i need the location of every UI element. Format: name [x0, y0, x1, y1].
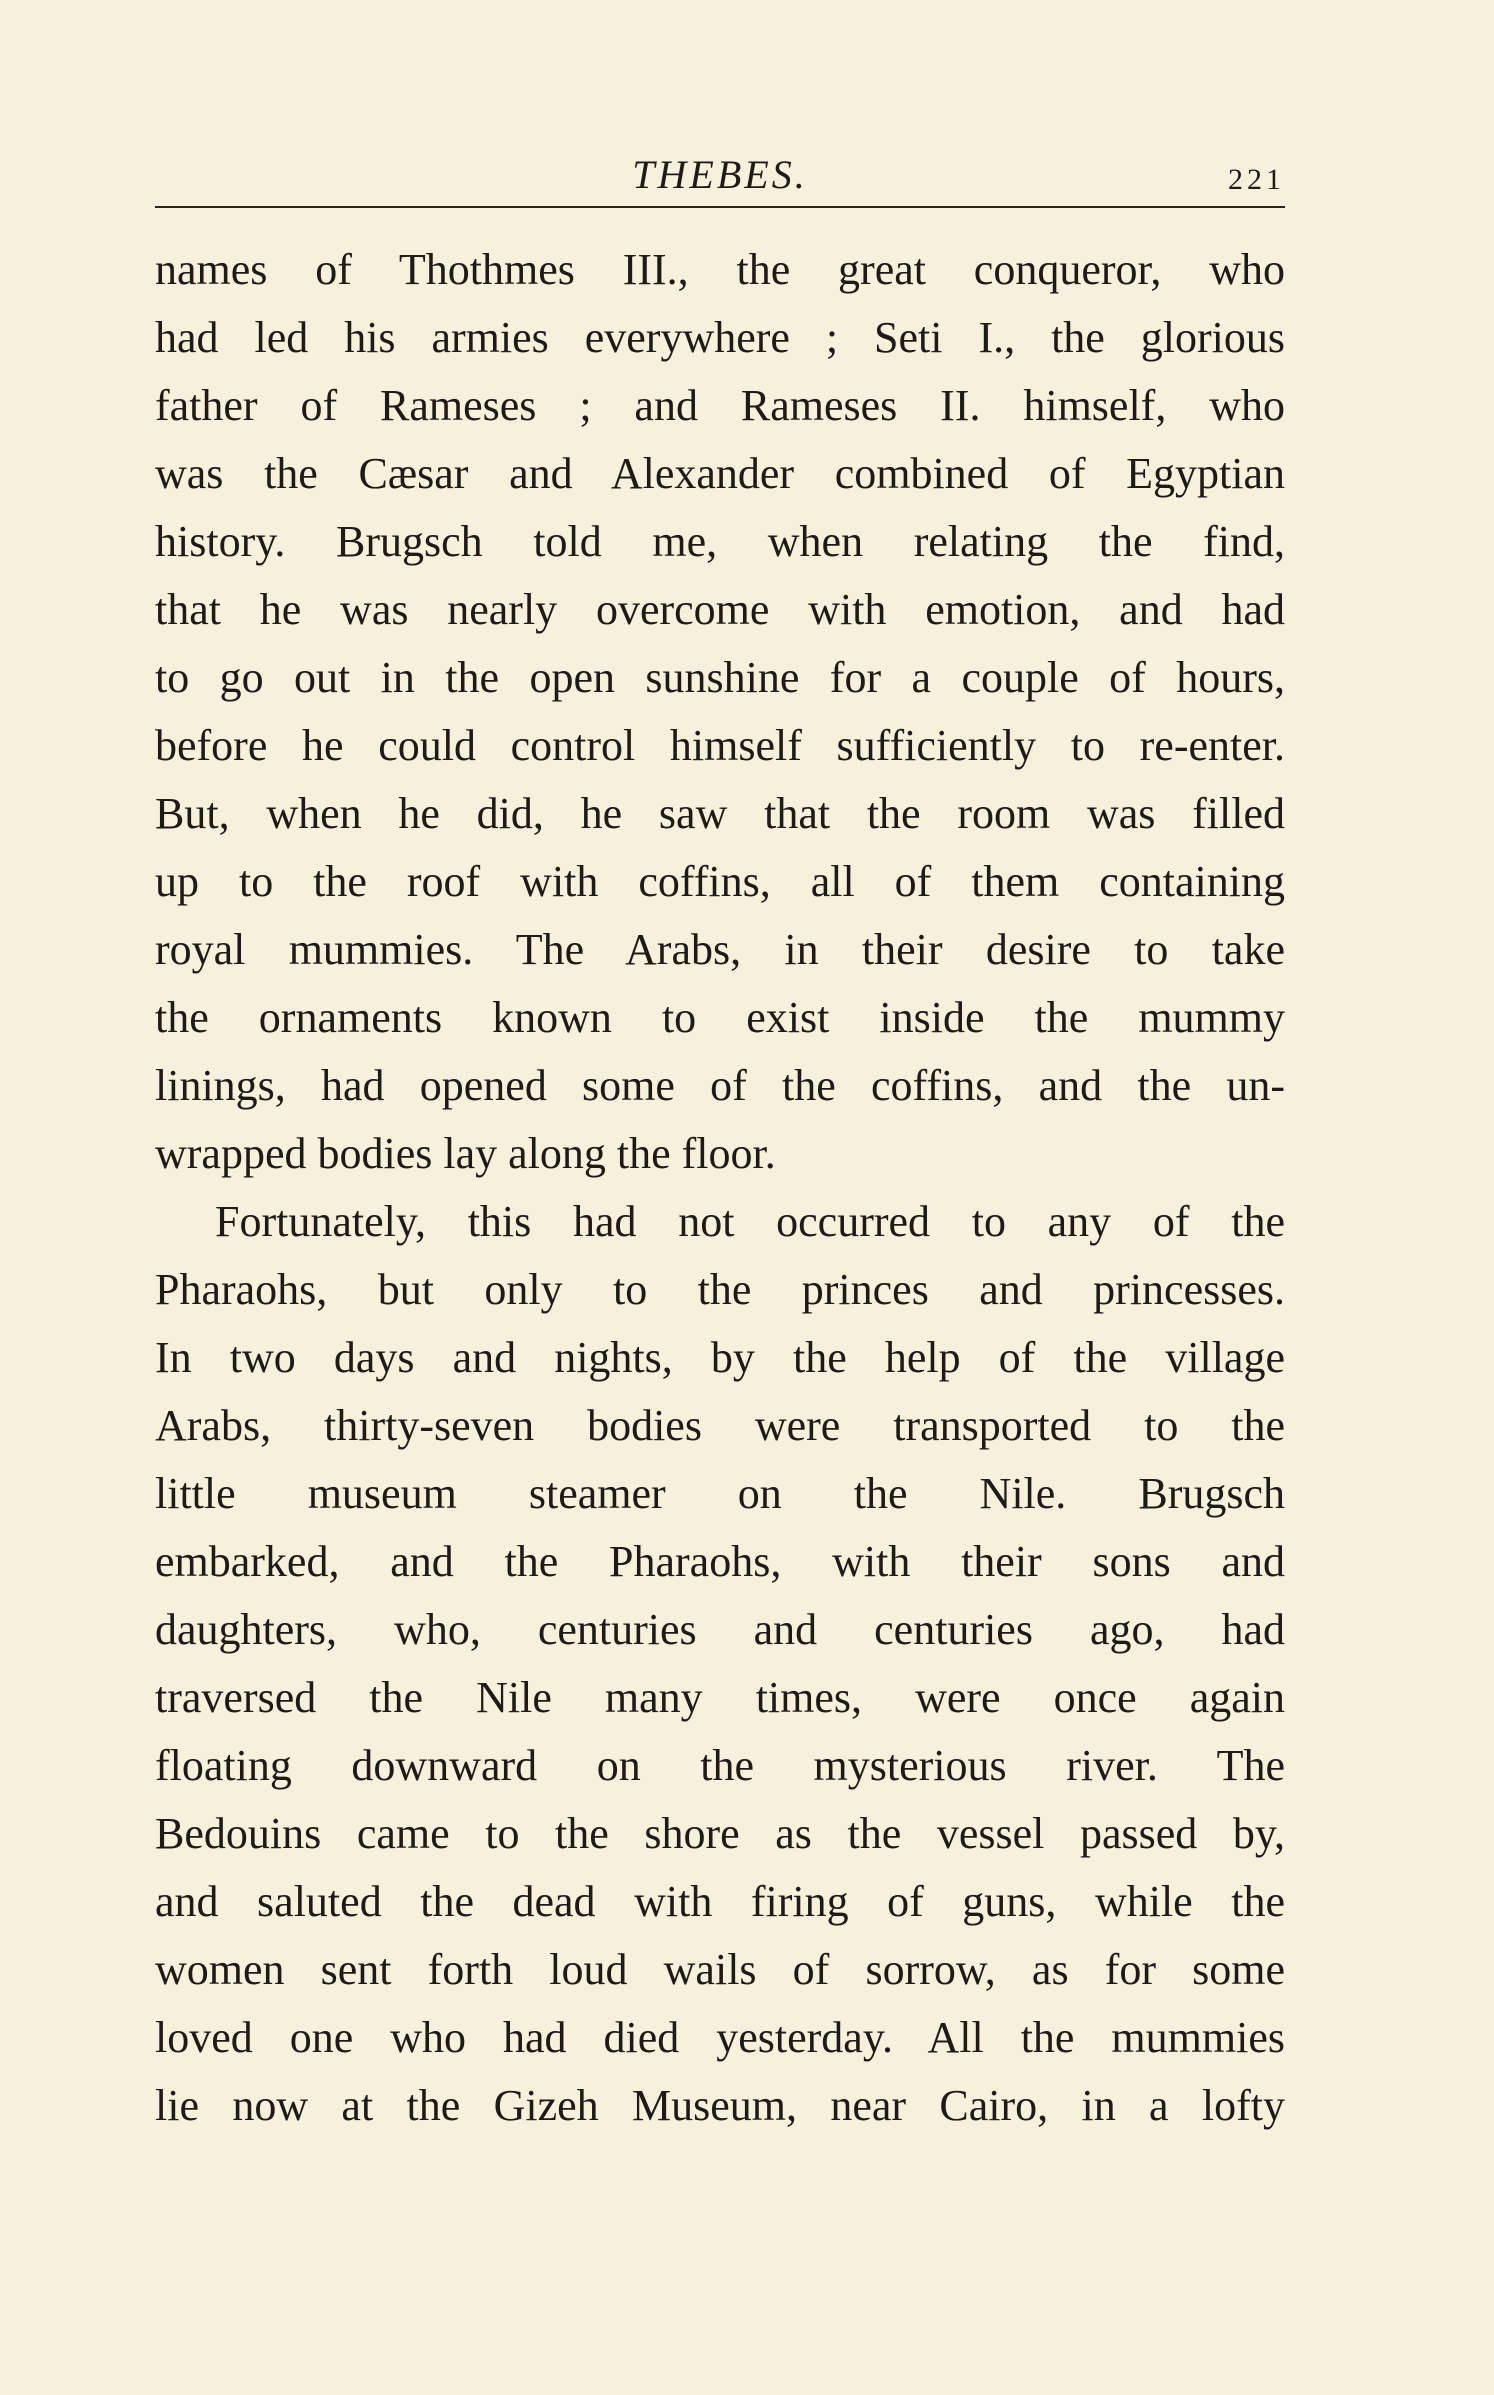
page-number: 221 — [1228, 163, 1285, 196]
text-line: But, when he did, he saw that the room was filled — [155, 789, 1285, 838]
text-line: and saluted the dead with firing of guns, while the — [155, 1877, 1285, 1926]
text-line: traversed the Nile many times, were once again — [155, 1673, 1285, 1722]
text-line: the ornaments known to exist inside the mummy — [155, 993, 1285, 1042]
text-line: history. Brugsch told me, when relating the find, — [155, 517, 1285, 566]
text-line: to go out in the open sunshine for a couple of hours, — [155, 653, 1285, 702]
text-line: daughters, who, centuries and centuries ago, had — [155, 1605, 1285, 1654]
text-line: royal mummies. The Arabs, in their desire to take — [155, 925, 1285, 974]
text-line: embarked, and the Pharaohs, with their sons and — [155, 1537, 1285, 1586]
body-text — [155, 236, 1285, 2140]
running-title: THEBES. — [632, 152, 808, 197]
text-line: that he was nearly overcome with emotion, and had — [155, 585, 1285, 634]
header-rule — [155, 206, 1285, 208]
text-line: linings, had opened some of the coffins, and the un- — [155, 1061, 1285, 1110]
text-line: floating downward on the mysterious river. The — [155, 1741, 1285, 1790]
text-line: had led his armies everywhere ; Seti I., the glorious — [155, 313, 1285, 362]
text-line: lie now at the Gizeh Museum, near Cairo, in a lofty — [155, 2081, 1285, 2130]
text-line: women sent forth loud wails of sorrow, as for some — [155, 1945, 1285, 1994]
paragraph-first-line: Fortunately, this had not occurred to any of the — [215, 1197, 1285, 1246]
text-line: loved one who had died yesterday. All the mummies — [155, 2013, 1285, 2062]
paragraph-last-line: wrapped bodies lay along the floor. — [155, 1129, 776, 1178]
text-line: Bedouins came to the shore as the vessel passed by, — [155, 1809, 1285, 1858]
text-line: was the Cæsar and Alexander combined of Egyptian — [155, 449, 1285, 498]
running-head — [155, 150, 1285, 200]
text-line: before he could control himself sufficiently to re-enter. — [155, 721, 1285, 770]
text-line: In two days and nights, by the help of the village — [155, 1333, 1285, 1382]
text-line: little museum steamer on the Nile. Brugsch — [155, 1469, 1285, 1518]
text-line: names of Thothmes III., the great conqueror, who — [155, 245, 1285, 294]
text-line: father of Rameses ; and Rameses II. himself, who — [155, 381, 1285, 430]
text-line: up to the roof with coffins, all of them containing — [155, 857, 1285, 906]
text-line: Arabs, thirty-seven bodies were transported to the — [155, 1401, 1285, 1450]
text-line: Pharaohs, but only to the princes and princesses. — [155, 1265, 1285, 1314]
